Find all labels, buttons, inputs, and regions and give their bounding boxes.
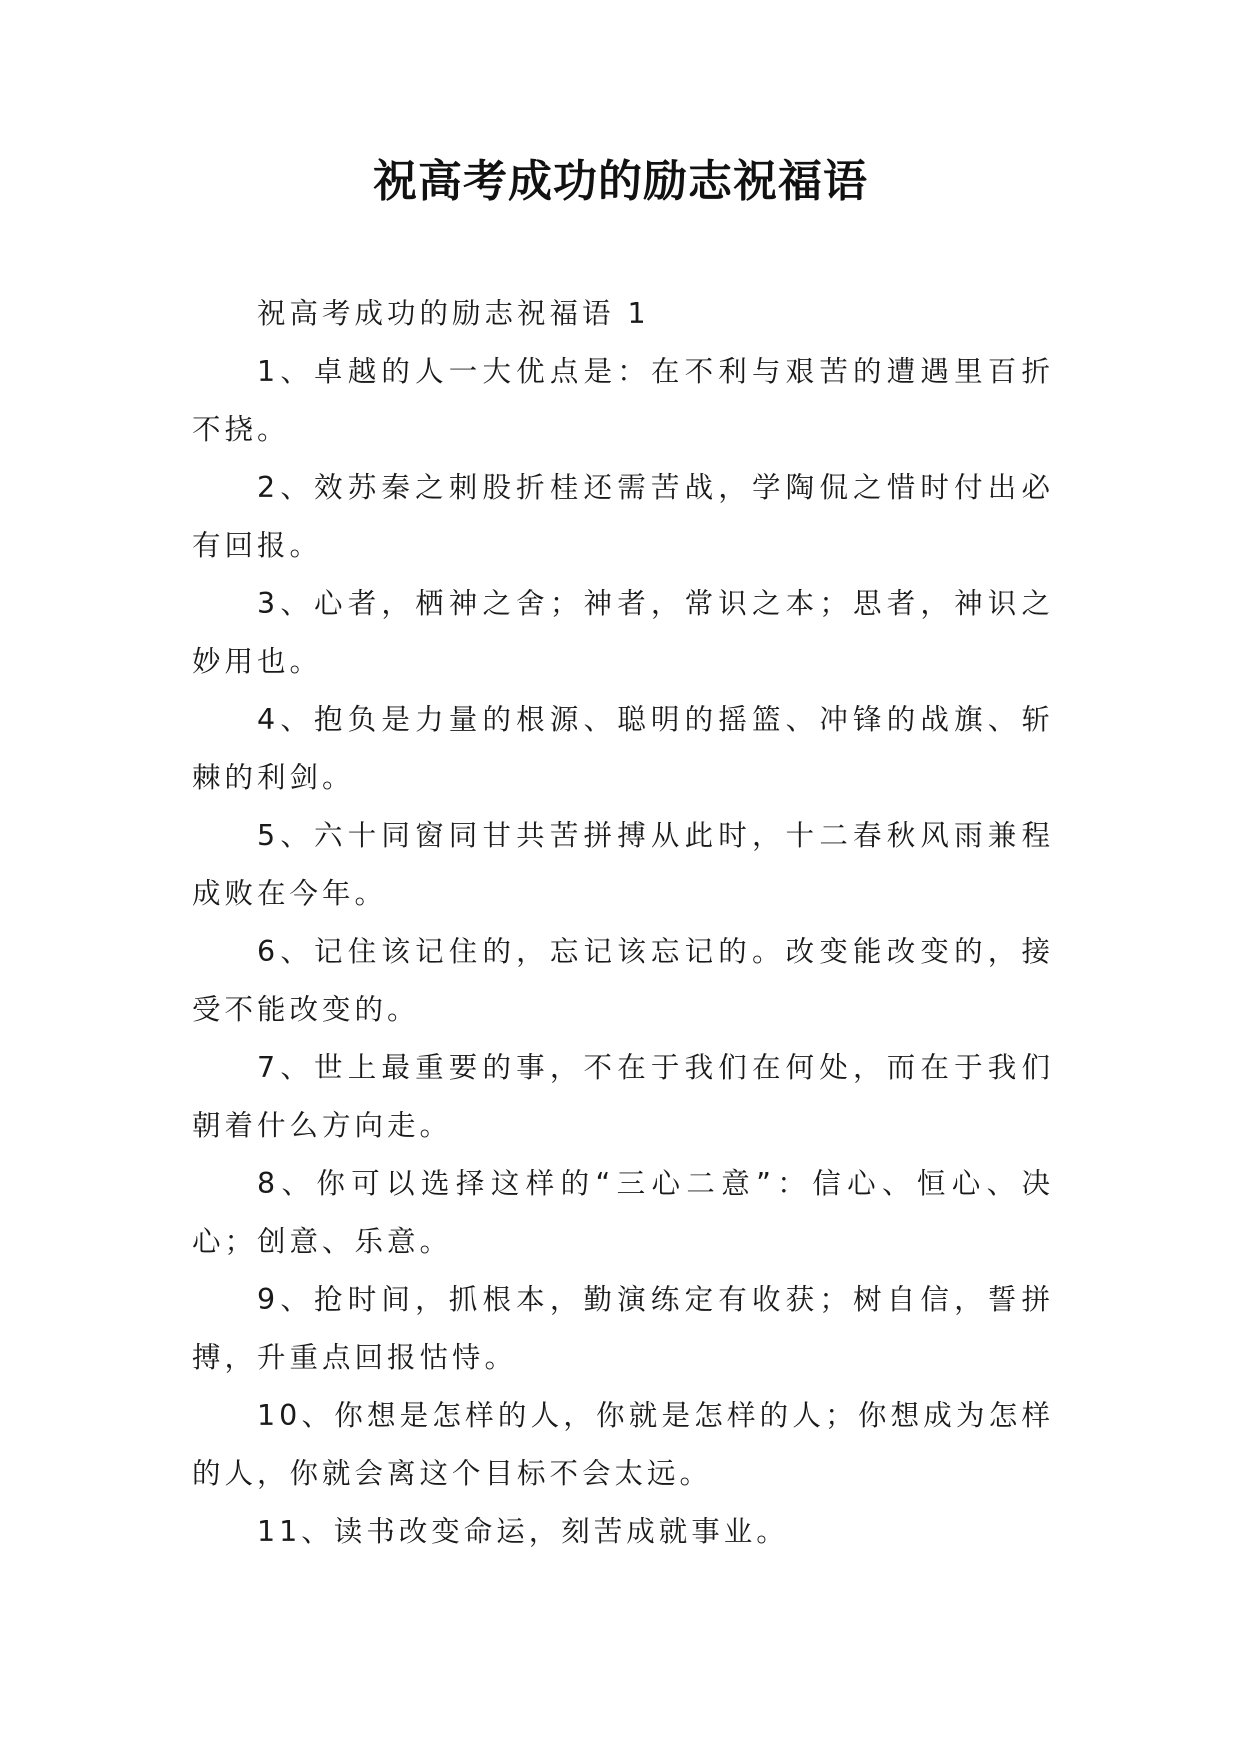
blessing-item-4: 4、抱负是力量的根源、聪明的摇篮、冲锋的战旗、斩棘的利剑。 (192, 703, 1054, 794)
blessing-item-5: 5、六十同窗同甘共苦拼搏从此时，十二春秋风雨兼程成败在今年。 (192, 819, 1054, 910)
blessing-item-2: 2、效苏秦之刺股折桂还需苦战，学陶侃之惜时付出必有回报。 (192, 471, 1054, 562)
blessing-item-1: 1、卓越的人一大优点是：在不利与艰苦的遭遇里百折不挠。 (192, 355, 1054, 446)
blessing-item-11: 11、读书改变命运，刻苦成就事业。 (257, 1515, 789, 1548)
blessing-item-6: 6、记住该记住的，忘记该忘记的。改变能改变的，接受不能改变的。 (192, 935, 1054, 1026)
section-heading: 祝高考成功的励志祝福语 1 (257, 297, 650, 330)
blessing-item-7: 7、世上最重要的事，不在于我们在何处，而在于我们朝着什么方向走。 (192, 1051, 1054, 1142)
document-body (192, 285, 1054, 1561)
blessing-item-10: 10、你想是怎样的人，你就是怎样的人；你想成为怎样的人，你就会离这个目标不会太远。 (192, 1399, 1054, 1490)
blessing-item-8: 8、你可以选择这样的“三心二意”：信心、恒心、决心；创意、乐意。 (192, 1167, 1054, 1258)
blessing-item-3: 3、心者，栖神之舍；神者，常识之本；思者，神识之妙用也。 (192, 587, 1054, 678)
blessing-item-9: 9、抢时间，抓根本，勤演练定有收获；树自信，誓拼搏，升重点回报怙恃。 (192, 1283, 1054, 1374)
document-title: 祝高考成功的励志祝福语 (373, 156, 868, 207)
